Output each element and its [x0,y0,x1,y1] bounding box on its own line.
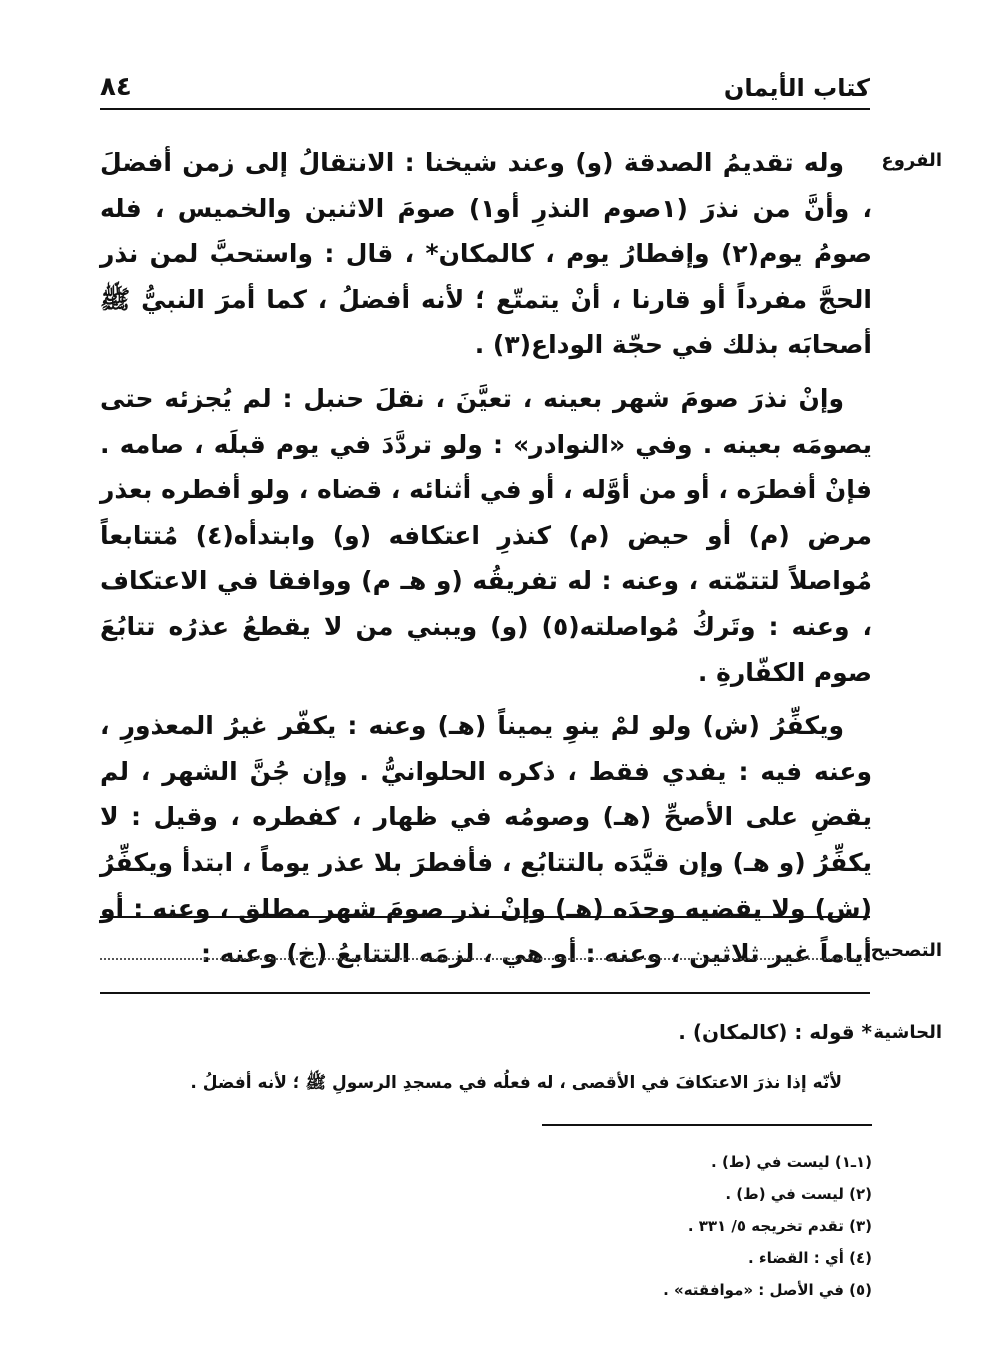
hashiya-body: لأنّه إذا نذرَ الاعتكافَ في الأقصى ، له فعلُه في مسجدِ الرسولِ ﷺ ؛ لأنه أفضلُ . [190,1073,842,1093]
footnote-item: (٣) تقدم تخريجه ٥/ ٣٣١ . [687,1217,872,1235]
book-title: كتاب الأيمان [723,74,870,102]
side-label-hashiya: الحاشية [873,1022,942,1043]
divider-rule-top [100,916,870,918]
paragraph-1: وله تقديمُ الصدقة (و) وعند شيخنا : الانتقالُ إلى زمن أفضلَ ، وأنَّ من نذرَ (١صوم النذرِ أو١) صومَ الاثنين والخميس ، فله صومُ يوم(٢) وإفطارُ يوم ، كالمكان* ، قال : واستحبَّ لمن نذر الحجَّ مفرداً أو قارنا ، أنْ يتمتّع ؛ لأنه أفضلُ ، كما أمرَ النبيُّ ﷺ أصحابَه بذلك في حجّة الوداع(٣) . [100,148,872,360]
divider-rule-bottom [100,992,870,994]
page-header [100,60,870,110]
page-number: ٨٤ [100,72,132,102]
main-text [100,140,872,977]
hashiya-heading: * قوله : (كالمكان) . [678,1020,872,1044]
footnote-item: (١ـ١) ليست في (ط) . [711,1153,872,1171]
paragraph-3: ويكفِّرُ (ش) ولو لمْ ينوِ يميناً (هـ) وعنه : يكفّر غيرُ المعذورِ ، وعنه فيه : يفدي فقط ، ذكره الحلوانيُّ . وإن جُنَّ الشهر ، لم يقضِ على الأصحِّ (هـ) وصومُه في ظهار ، كفطره ، وقيل : لا يكفِّرُ (و هـ) وإن قيَّدَه بالتتابُع ، فأفطرَ بلا عذر يوماً ، ابتدأ ويكفِّرُ (ش) ولا يقضيه وحدَه (هـ) وإنْ نذر صومَ شهر مطلق ، وعنه : أو أياماً غير ثلاثين ، وعنه : أو هي ، لزمَه التتابعُ (خ) وعنه : [100,711,872,969]
paragraph-2: وإنْ نذرَ صومَ شهر بعينه ، تعيَّنَ ، نقلَ حنبل : لم يُجزئه حتى يصومَه بعينه . وفي «النوادر» : ولو تردَّدَ في يوم قبلَه ، صامه . فإنْ أفطرَه ، أو من أوَّله ، أو في أثنائه ، قضاه ، ولو أفطره بعذر مرض (م) أو حيض (م) كنذرِ اعتكافه (و) وابتدأه(٤) مُتتابعاً مُواصلاً لتتمّته ، وعنه : له تفريقُه (و هـ م) ووافقا في الاعتكاف ، وعنه : وتَركُ مُواصلته(٥) (و) ويبني من لا يقطعُ عذرُه تتابُعَ صوم الكفّارةِ . [100,383,873,687]
side-label-furu: الفروع [881,150,942,171]
footnote-item: (٤) أي : القضاء . [748,1249,872,1267]
footnote-item: (٢) ليست في (ط) . [725,1185,872,1203]
side-label-tashih: التصحيح [870,940,942,961]
footnotes-list [472,1146,872,1306]
tashih-dotted-line [100,958,870,960]
footnote-item: (٥) في الأصل : «موافقته» . [663,1281,872,1299]
footnote-separator [542,1124,872,1126]
